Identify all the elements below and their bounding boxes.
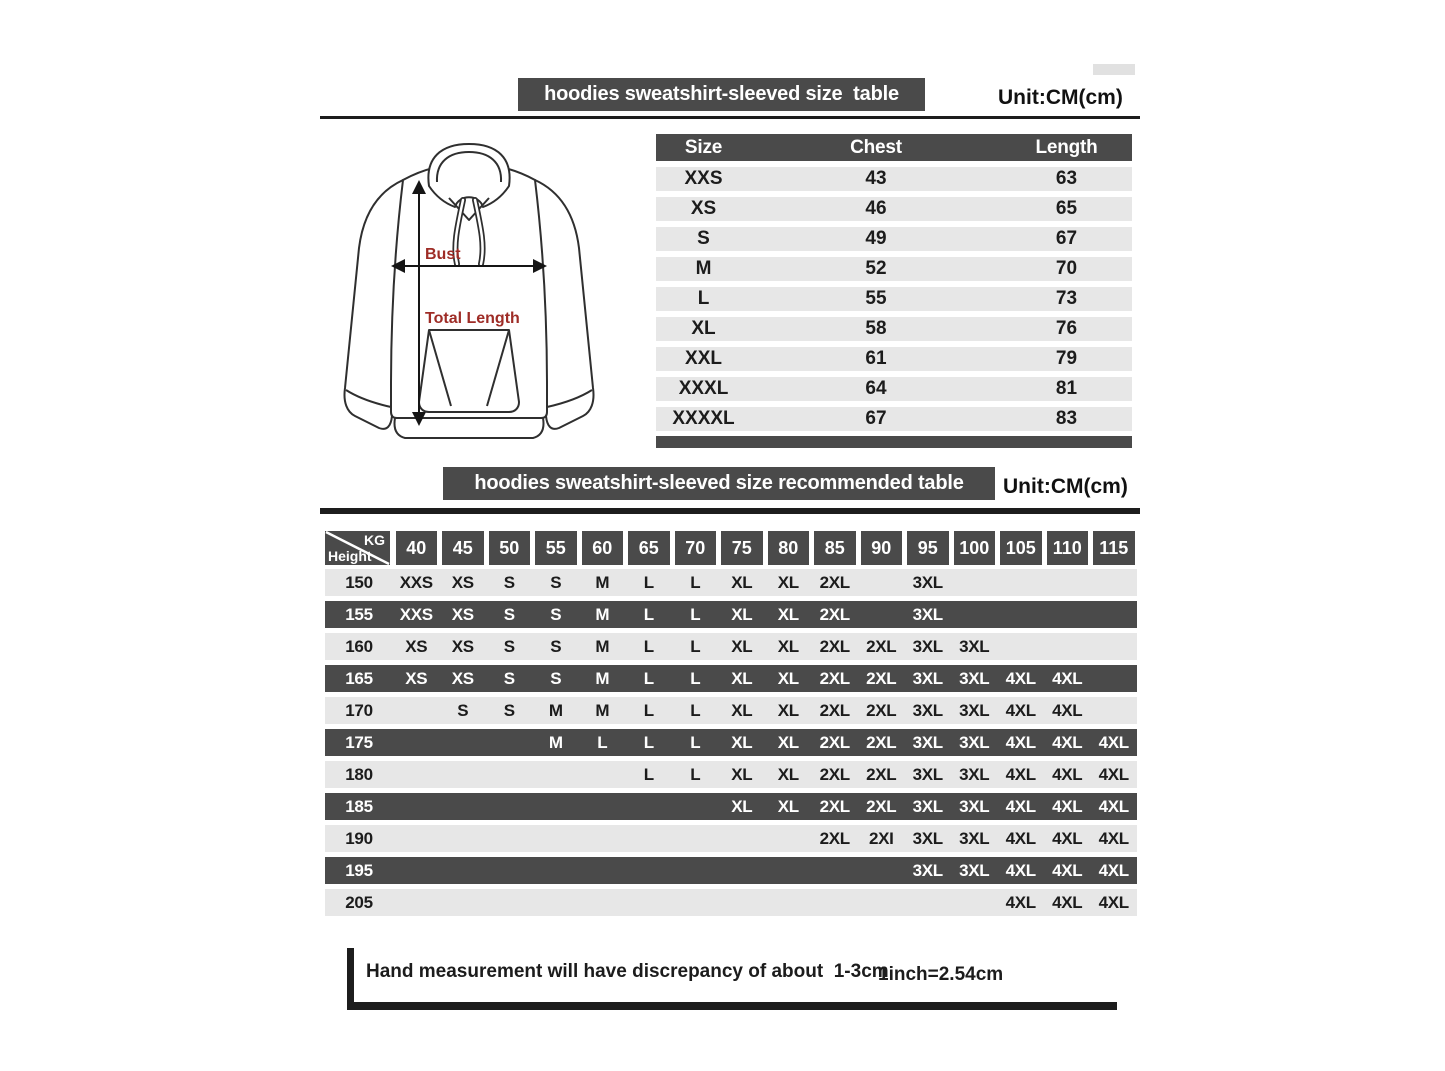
matrix-size-cell: XS: [451, 572, 474, 592]
size-table-cell: 43: [865, 168, 887, 189]
matrix-size-cell: 3XL: [912, 828, 943, 848]
matrix-size-cell: [672, 889, 719, 916]
matrix-size-cell: 3XL: [959, 796, 990, 816]
matrix-height-label: 170: [345, 700, 373, 720]
matrix-size-cell: [719, 857, 766, 884]
matrix-size-cell: 4XL: [1005, 732, 1036, 752]
matrix-size-cell: [626, 857, 673, 884]
corner-kg-label: KG: [364, 532, 385, 548]
matrix-size-cell: 3XL: [959, 700, 990, 720]
matrix-size-cell: XS: [451, 604, 474, 624]
matrix-size-cell: 3XL: [959, 732, 990, 752]
bust-label: Bust: [425, 246, 461, 263]
matrix-size-cell: 3XL: [959, 764, 990, 784]
matrix-size-cell: XS: [451, 636, 474, 656]
matrix-size-cell: XS: [451, 668, 474, 688]
matrix-size-cell: 4XL: [1005, 764, 1036, 784]
size-table-row: [656, 347, 1132, 371]
matrix-size-cell: 4XL: [1005, 668, 1036, 688]
matrix-size-cell: 2XL: [866, 732, 897, 752]
recommended-table-title: hoodies sweatshirt-sleeved size recommended table: [474, 472, 964, 494]
size-table-cell: 73: [1055, 288, 1078, 309]
matrix-size-cell: [579, 825, 626, 852]
size-table-row: [656, 257, 1132, 281]
matrix-height-label: 160: [345, 636, 373, 656]
matrix-row: [325, 665, 1137, 692]
matrix-size-cell: S: [503, 604, 515, 624]
matrix-size-cell: XL: [777, 796, 799, 816]
hoodie-measurement-diagram: [333, 136, 605, 454]
matrix-weight-header: 95: [907, 531, 949, 565]
matrix-weight-header: 75: [721, 531, 763, 565]
matrix-size-cell: S: [550, 636, 562, 656]
matrix-size-cell: S: [503, 700, 515, 720]
matrix-size-cell: XL: [777, 604, 799, 624]
size-table-row: [656, 227, 1132, 251]
footer-left-bar: [347, 948, 354, 1010]
matrix-row: [325, 729, 1137, 756]
matrix-weight-header: 50: [489, 531, 531, 565]
matrix-size-cell: [951, 601, 998, 628]
matrix-size-cell: [858, 569, 905, 596]
matrix-size-cell: S: [550, 668, 562, 688]
matrix-size-cell: 3XL: [912, 604, 943, 624]
matrix-size-cell: M: [548, 700, 563, 720]
matrix-size-cell: 4XL: [1098, 860, 1129, 880]
matrix-size-cell: [393, 793, 440, 820]
matrix-size-cell: 2XL: [819, 668, 850, 688]
size-table-cell: 79: [1055, 348, 1078, 369]
matrix-size-cell: [440, 793, 487, 820]
matrix-size-cell: 4XL: [1098, 828, 1129, 848]
matrix-size-cell: XL: [777, 700, 799, 720]
matrix-size-cell: [626, 793, 673, 820]
matrix-height-label: 185: [345, 796, 373, 816]
matrix-size-cell: [998, 569, 1045, 596]
size-table-cell: XS: [690, 198, 717, 219]
matrix-row: [325, 857, 1137, 884]
matrix-size-cell: 3XL: [912, 636, 943, 656]
matrix-size-cell: [672, 825, 719, 852]
matrix-size-cell: L: [643, 604, 654, 624]
matrix-size-cell: S: [503, 636, 515, 656]
matrix-weight-header: 105: [1000, 531, 1042, 565]
size-table-row: [656, 167, 1132, 191]
size-table: [656, 134, 1132, 448]
matrix-size-cell: S: [550, 604, 562, 624]
matrix-size-cell: [486, 825, 533, 852]
size-table-title: hoodies sweatshirt-sleeved size table: [544, 83, 899, 105]
matrix-weight-header: 110: [1047, 531, 1089, 565]
matrix-size-cell: 2XL: [819, 604, 850, 624]
matrix-size-cell: 2XL: [866, 700, 897, 720]
matrix-size-cell: XL: [777, 572, 799, 592]
corner-height-label: Height: [328, 548, 372, 564]
unit-label-top: Unit:CM(cm): [998, 86, 1123, 109]
size-table-cell: 81: [1055, 378, 1078, 399]
hoodie-pocket: [419, 330, 519, 412]
matrix-size-cell: [858, 601, 905, 628]
matrix-size-cell: XXS: [399, 604, 433, 624]
matrix-size-cell: XL: [777, 668, 799, 688]
matrix-size-cell: [765, 857, 812, 884]
matrix-size-cell: [579, 889, 626, 916]
matrix-size-cell: 4XL: [1098, 892, 1129, 912]
matrix-size-cell: 2XL: [866, 796, 897, 816]
matrix-size-cell: L: [690, 732, 701, 752]
matrix-size-cell: [998, 601, 1045, 628]
size-table-bottom-bar: [656, 436, 1132, 448]
matrix-weight-header: 70: [675, 531, 717, 565]
size-table-cell: 76: [1055, 318, 1078, 339]
matrix-size-cell: XL: [731, 700, 753, 720]
matrix-size-cell: [579, 857, 626, 884]
matrix-row: [325, 601, 1137, 628]
matrix-corner-cell: [325, 531, 390, 565]
matrix-size-cell: L: [643, 764, 654, 784]
matrix-size-cell: L: [643, 636, 654, 656]
matrix-row: [325, 697, 1137, 724]
matrix-size-cell: 4XL: [1005, 892, 1036, 912]
matrix-size-cell: [533, 761, 580, 788]
matrix-size-cell: S: [457, 700, 469, 720]
size-table-row: [656, 317, 1132, 341]
matrix-size-cell: 3XL: [912, 732, 943, 752]
matrix-size-cell: L: [643, 732, 654, 752]
inch-conversion-note: 1inch=2.54cm: [878, 964, 1004, 985]
matrix-size-cell: M: [548, 732, 563, 752]
size-table-cell: 67: [1055, 228, 1078, 249]
size-table-body: [656, 167, 1132, 431]
matrix-size-cell: L: [690, 764, 701, 784]
matrix-size-cell: [440, 825, 487, 852]
matrix-size-cell: 4XL: [1098, 732, 1129, 752]
matrix-size-cell: L: [690, 572, 701, 592]
matrix-size-cell: 4XL: [1005, 796, 1036, 816]
matrix-weight-header: 45: [442, 531, 484, 565]
matrix-size-cell: [486, 729, 533, 756]
matrix-weight-header: 40: [396, 531, 438, 565]
matrix-weight-header: 115: [1093, 531, 1135, 565]
matrix-size-cell: 3XL: [912, 668, 943, 688]
matrix-size-cell: [393, 889, 440, 916]
matrix-height-label: 150: [345, 572, 373, 592]
matrix-size-cell: [486, 761, 533, 788]
matrix-size-cell: 2XL: [819, 636, 850, 656]
unit-label-bottom: Unit:CM(cm): [1003, 475, 1128, 498]
matrix-size-cell: 3XL: [912, 860, 943, 880]
size-table-column-header: Length: [1035, 136, 1098, 158]
matrix-size-cell: 3XL: [959, 636, 990, 656]
divider-top: [320, 116, 1140, 119]
matrix-size-cell: 4XL: [1098, 796, 1129, 816]
matrix-size-cell: XL: [731, 668, 753, 688]
matrix-size-cell: [812, 889, 859, 916]
size-table-cell: XXXL: [678, 378, 729, 399]
size-table-column-header: Chest: [850, 136, 902, 158]
size-table-cell: 55: [865, 288, 887, 309]
measurement-note: Hand measurement will have discrepancy of about 1-3cm: [366, 961, 889, 982]
matrix-size-cell: 2XI: [868, 828, 894, 848]
matrix-size-cell: [1091, 633, 1138, 660]
matrix-size-cell: L: [690, 636, 701, 656]
matrix-height-label: 175: [345, 732, 373, 752]
matrix-row: [325, 761, 1137, 788]
matrix-size-cell: [533, 825, 580, 852]
matrix-size-cell: [998, 633, 1045, 660]
matrix-size-cell: [1091, 601, 1138, 628]
matrix-size-cell: [719, 825, 766, 852]
matrix-size-cell: 4XL: [1052, 860, 1083, 880]
size-table-cell: 49: [865, 228, 887, 249]
size-table-cell: XL: [691, 318, 716, 339]
size-table-cell: XXXXL: [672, 408, 735, 429]
matrix-size-cell: 4XL: [1052, 764, 1083, 784]
matrix-size-cell: [533, 857, 580, 884]
matrix-body: [325, 569, 1137, 916]
matrix-size-cell: [393, 761, 440, 788]
matrix-size-cell: [858, 889, 905, 916]
matrix-size-cell: 2XL: [819, 572, 850, 592]
matrix-size-cell: 2XL: [866, 764, 897, 784]
size-table-cell: 58: [865, 318, 887, 339]
matrix-size-cell: [765, 825, 812, 852]
matrix-size-cell: [1044, 633, 1091, 660]
scan-artifact: [1093, 64, 1135, 75]
matrix-size-cell: [765, 889, 812, 916]
size-table-cell: 63: [1055, 168, 1078, 189]
matrix-size-cell: L: [690, 668, 701, 688]
matrix-row: [325, 793, 1137, 820]
size-table-header-row: [656, 134, 1132, 161]
matrix-size-cell: 4XL: [1052, 828, 1083, 848]
size-table-cell: XXL: [685, 348, 722, 369]
matrix-size-cell: [486, 857, 533, 884]
footer-bottom-bar: [347, 1002, 1117, 1010]
matrix-size-cell: [486, 889, 533, 916]
size-table-cell: 64: [865, 378, 887, 399]
size-table-cell: XXS: [684, 168, 723, 189]
matrix-size-cell: M: [595, 700, 610, 720]
size-table-cell: 52: [865, 258, 887, 279]
size-table-title-bar: [518, 78, 925, 111]
matrix-size-cell: [1091, 697, 1138, 724]
matrix-size-cell: [440, 729, 487, 756]
size-table-cell: 67: [865, 408, 887, 429]
matrix-weight-header: 85: [814, 531, 856, 565]
matrix-size-cell: [393, 825, 440, 852]
matrix-size-cell: 4XL: [1098, 764, 1129, 784]
matrix-size-cell: S: [550, 572, 562, 592]
matrix-weight-header: 80: [768, 531, 810, 565]
matrix-height-label: 190: [345, 828, 373, 848]
size-table-row: [656, 407, 1132, 431]
matrix-size-cell: L: [690, 700, 701, 720]
matrix-size-cell: [579, 761, 626, 788]
size-table-row: [656, 377, 1132, 401]
matrix-size-cell: 3XL: [912, 796, 943, 816]
matrix-size-cell: [812, 857, 859, 884]
matrix-size-cell: [1044, 569, 1091, 596]
matrix-height-label: 155: [345, 604, 373, 624]
matrix-size-cell: 3XL: [912, 572, 943, 592]
matrix-weight-header: 60: [582, 531, 624, 565]
matrix-size-cell: XXS: [399, 572, 433, 592]
matrix-size-cell: [1091, 569, 1138, 596]
matrix-size-cell: 4XL: [1052, 892, 1083, 912]
matrix-size-cell: L: [597, 732, 608, 752]
matrix-size-cell: 4XL: [1052, 732, 1083, 752]
matrix-size-cell: [951, 889, 998, 916]
matrix-header-row: [325, 531, 1137, 565]
matrix-size-cell: L: [643, 572, 654, 592]
size-table-cell: 70: [1055, 258, 1078, 279]
matrix-size-cell: M: [595, 604, 610, 624]
matrix-size-cell: 2XL: [866, 636, 897, 656]
matrix-size-cell: [579, 793, 626, 820]
matrix-size-cell: 4XL: [1052, 668, 1083, 688]
matrix-size-cell: 2XL: [866, 668, 897, 688]
matrix-size-cell: 4XL: [1005, 828, 1036, 848]
size-table-cell: 46: [865, 198, 887, 219]
total-length-label: Total Length: [425, 310, 520, 327]
size-table-row: [656, 287, 1132, 311]
matrix-size-cell: 2XL: [819, 796, 850, 816]
matrix-size-cell: [440, 889, 487, 916]
matrix-size-cell: [393, 857, 440, 884]
matrix-size-cell: 2XL: [819, 828, 850, 848]
matrix-size-cell: [951, 569, 998, 596]
matrix-size-cell: [858, 857, 905, 884]
matrix-row: [325, 633, 1137, 660]
matrix-size-cell: S: [503, 668, 515, 688]
matrix-size-cell: [533, 793, 580, 820]
matrix-size-cell: [486, 793, 533, 820]
matrix-size-cell: 2XL: [819, 764, 850, 784]
matrix-size-cell: 3XL: [959, 828, 990, 848]
recommended-size-matrix: [325, 531, 1137, 916]
matrix-size-cell: [672, 857, 719, 884]
matrix-height-label: 205: [345, 892, 373, 912]
matrix-size-cell: L: [690, 604, 701, 624]
divider-middle: [320, 508, 1140, 514]
matrix-weight-header: 65: [628, 531, 670, 565]
matrix-size-cell: M: [595, 572, 610, 592]
matrix-size-cell: [719, 889, 766, 916]
matrix-size-cell: S: [503, 572, 515, 592]
matrix-size-cell: 4XL: [1052, 700, 1083, 720]
matrix-size-cell: 3XL: [912, 764, 943, 784]
matrix-weight-header: 100: [954, 531, 996, 565]
size-table-row: [656, 197, 1132, 221]
hoodie-hood: [428, 144, 509, 207]
matrix-row: [325, 889, 1137, 916]
matrix-size-cell: XL: [731, 604, 753, 624]
matrix-size-cell: [393, 729, 440, 756]
matrix-size-cell: M: [595, 636, 610, 656]
matrix-weight-header: 55: [535, 531, 577, 565]
size-table-cell: 61: [865, 348, 887, 369]
matrix-height-label: 180: [345, 764, 373, 784]
size-table-cell: M: [695, 258, 712, 279]
matrix-size-cell: XL: [731, 764, 753, 784]
matrix-size-cell: 4XL: [1052, 796, 1083, 816]
matrix-weight-header: 90: [861, 531, 903, 565]
matrix-size-cell: [393, 697, 440, 724]
matrix-size-cell: [440, 857, 487, 884]
size-table-cell: S: [697, 228, 710, 249]
matrix-size-cell: [533, 889, 580, 916]
matrix-size-cell: [1044, 601, 1091, 628]
matrix-size-cell: XL: [731, 572, 753, 592]
matrix-row: [325, 569, 1137, 596]
matrix-size-cell: 2XL: [819, 700, 850, 720]
matrix-size-cell: XL: [777, 732, 799, 752]
size-table-cell: 83: [1055, 408, 1078, 429]
matrix-size-cell: [1091, 665, 1138, 692]
matrix-size-cell: XL: [731, 636, 753, 656]
matrix-size-cell: [626, 825, 673, 852]
matrix-size-cell: 3XL: [959, 860, 990, 880]
matrix-size-cell: XS: [405, 668, 428, 688]
size-table-cell: L: [697, 288, 710, 309]
matrix-size-cell: XS: [405, 636, 428, 656]
matrix-size-cell: XL: [731, 796, 753, 816]
matrix-height-label: 195: [345, 860, 373, 880]
matrix-size-cell: L: [643, 700, 654, 720]
recommended-table-title-bar: [443, 467, 995, 500]
matrix-size-cell: 2XL: [819, 732, 850, 752]
matrix-size-cell: 3XL: [959, 668, 990, 688]
matrix-row: [325, 825, 1137, 852]
matrix-size-cell: M: [595, 668, 610, 688]
size-table-column-header: Size: [684, 136, 723, 158]
matrix-size-cell: 4XL: [1005, 700, 1036, 720]
matrix-size-cell: [905, 889, 952, 916]
size-table-cell: 65: [1055, 198, 1078, 219]
matrix-size-cell: [440, 761, 487, 788]
matrix-size-cell: 4XL: [1005, 860, 1036, 880]
matrix-size-cell: [626, 889, 673, 916]
matrix-size-cell: 3XL: [912, 700, 943, 720]
matrix-size-cell: [672, 793, 719, 820]
matrix-size-cell: XL: [731, 732, 753, 752]
matrix-size-cell: XL: [777, 764, 799, 784]
matrix-size-cell: L: [643, 668, 654, 688]
matrix-height-label: 165: [345, 668, 373, 688]
matrix-size-cell: XL: [777, 636, 799, 656]
